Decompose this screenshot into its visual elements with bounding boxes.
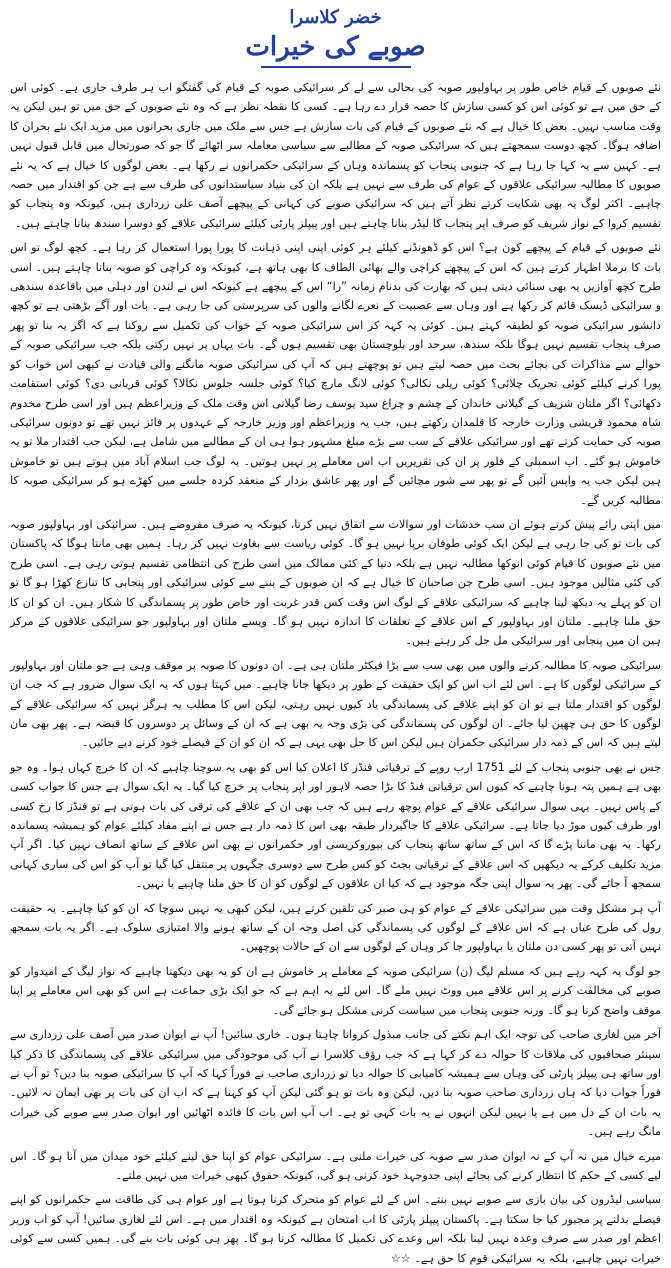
paragraph: آپ ہر مشکل وقت میں سرائیکی علاقے کے عوام کو ہی صبر کی تلقین کرتے ہیں، لیکن کبھی یہ نہیں سوچا کہ ان کو کیا چاہیے۔ یہ حقیقت رول کی طرح عیاں ہے کہ اس علاقے کے لوگوں کی پسماندگی کی اصل وجہ ان کے ساتھ ہونے والا امتیازی سلوک ہے۔ اگر یہ بات سمجھ نہیں آتی تو پھر کسی دن ملتان یا بہاولپور جا کر وہاں کے لوگوں سے ان کے حالات پوچھیں۔ [10, 901, 661, 954]
title-underline [261, 66, 411, 68]
paragraph: میرے خیال میں نہ آپ کے نہ ایوان صدر سے صوبہ کی خیرات ملنی ہے۔ سرائیکی عوام کو اپنا حق لینے کیلئے خود میدان میں آنا ہو گا۔ اس لیے کسی کے حکم کا انتظار کرنے کی بجائے اپنی جدوجہد خود کرنی ہو گی، کیونکہ حقوق کبھی خیرات میں نہیں ملتے۔ [10, 1149, 661, 1182]
paragraph: سرائیکی صوبہ کا مطالبہ کرنے والوں میں بھی سب سے بڑا فیکٹر ملتان ہی ہے۔ ان دونوں کا صوبہ پر موقف وہی ہے جو ملتان اور بہاولپور کے سرائیکی لوگوں کا ہے۔ اس لئے اب اس کو ایک حقیقت کے طور پر دیکھا جانا چاہیے۔ میں کہتا ہوں کہ یہ ایک سوال ضرور ہے کہ جب ان لوگوں کو اقتدار ملتا ہے تو ان کو اپنے علاقے کی پسماندگی یاد کیوں نہیں رہتی، لیکن اس کا مطلب یہ ہرگز نہیں کہ سرائیکی علاقے کے لوگوں کا حق ہی چھین لیا جائے۔ ان لوگوں کی پسماندگی کی بڑی وجہ یہ بھی ہے کہ ان کے وسائل پر دوسروں کا قبضہ ہے۔ پھر بھی مان لیتے ہیں کہ اس کے ذمہ دار سرائیکی حکمران ہیں لیکن اس کا حل بھی یہی ہے کہ ان کو ان کے فیصلے خود کرنے دیے جائیں۔ [10, 658, 661, 750]
article-body [10, 78, 661, 1268]
paragraph: نئے صوبوں کے قیام خاص طور پر بہاولپور صوبہ کی بحالی سے لے کر سرائیکی صوبہ کے قیام کی گفتگو اب ہر طرف جاری ہے۔ کوئی اس کے حق میں ہے تو کوئی اس کو کسی سازش کا حصہ قرار دے رہا ہے۔ کسی کا نقطہ نظر ہے کہ وہ نئے صوبوں کے حق میں تو ہیں لیکن یہ وقت مناسب نہیں۔ بعض کا خیال ہے کہ نئے صوبوں کے قیام کی بات سازش ہے جس سے ملک میں جاری بحرانوں میں مزید ایک نئے بحران کا اضافہ ہوگا۔ کچھ دوست سمجھتے ہیں کہ سرائیکی صوبہ کے مطالبے سے سیاسی معاملہ سر اٹھائے گا جو کہ صورتحال میں قابل قبول نہیں ہے۔ کہیں سے یہ کہا جا رہا ہے کہ جنوبی پنجاب کو پسماندہ وہاں کے سرائیکی حکمرانوں نے رکھا ہے۔ بعض لوگوں کا خیال ہے کہ یہ نئے صوبوں کا مطالبہ سرائیکی علاقوں کے عوام کی طرف سے نہیں ہے بلکہ ان کی بنیاد سیاستدانوں کی طرف سے ہے جن کو اقتدار میں حصہ چاہیے۔ اکثر لوگ یہ بھی شکایت کرتے نظر آتے ہیں کہ سرائیکی صوبے کی کہانی کے پیچھے آصف علی زرداری ہیں، کیونکہ وہ پنجاب کو تقسیم کروا کے نواز شریف کو صرف اپر پنجاب کا لیڈر بنانا چاہتے ہیں اور پیپلز پارٹی کیلئے سرائیکی علاقے کو دوسرا سندھ بنانا چاہتے ہیں۔ [10, 81, 661, 230]
paragraph-last [10, 1190, 661, 1268]
paragraph: جس نے بھی جنوبی پنجاب کے لئے 1751 ارب روپے کے ترقیاتی فنڈز کا اعلان کیا اس کو بھی یہ سوچنا چاہیے کہ ان کا خرچ کہاں ہوا۔ وہ جو بھی ہے ہمیں پتہ ہونا چاہیے کہ کیوں اس ترقیاتی فنڈ کا بڑا حصہ لاہور اور اپر پنجاب پر خرچ کیا گیا۔ یہ ایک سوال ہے جس کا جواب کسی کے پاس نہیں۔ یہی سوال سرائیکی علاقے کے عوام پوچھ رہے ہیں کہ جب بھی ان کے علاقے کی ترقی کی بات ہوتی ہے تو فنڈز کا رخ کسی اور طرف کیوں موڑ دیا جاتا ہے۔ سرائیکی علاقے کا جاگیردار طبقہ بھی اس کا ذمہ دار ہے جس نے اپنے مفاد کیلئے عوام کو ہمیشہ پسماندہ رکھا۔ یہ بھی ماننا پڑے گا کہ اس کے ساتھ ساتھ پنجاب کی بیوروکریسی اور حکمرانوں نے بھی اس علاقے کے ساتھ انصاف نہیں کیا۔ اگر آپ مزید تکلیف کرکے یہ دیکھیں کہ اس علاقے کے ترقیاتی بجٹ کو کس طرح سے دوسری جگہوں پر منتقل کیا گیا تو آپ کو اس کی ساری کہانی سمجھ آ جائے گی۔ پھر یہ سوال اپنی جگہ موجود ہے کہ کیا ان علاقوں کے لوگوں کو ان کا حق ملنا چاہیے یا نہیں۔ [10, 760, 662, 891]
paragraph: میں اپنی رائے پیش کرتے ہوئے ان سب خدشات اور سوالات سے اتفاق نہیں کرتا، کیونکہ یہ صرف مفروضے ہیں۔ سرائیکی اور بہاولپور صوبہ کی بات تو کی جا رہی ہے لیکن ایک کوئی طوفان برپا نہیں ہو گا۔ کوئی ریاست سے بغاوت نہیں کر رہا۔ ہمیں بھی مانتا ہوگا کہ پاکستان میں نئے صوبوں کا قیام کوئی انوکھا مطالبہ نہیں ہے بلکہ دنیا کے کئی ممالک میں اسی طرح کی انتظامی تقسیم ہوتی رہی ہے۔ اسی طرح کی کئی مثالیں موجود ہیں۔ اسی طرح جن صاحبان کا خیال ہے کہ ان صوبوں کے بننے سے کوئی سرائیکی اور پنجابی کا تنازع کھڑا ہو گا تو ان کو پہلے یہ دیکھ لینا چاہیے کہ سرائیکی علاقے کے لوگ اس وقت کس قدر غربت اور خاص طور پر پسماندگی کا شکار ہیں۔ ان کو ان کا حق ملنا چاہیے۔ ملتان اور بہاولپور کے اس علاقے کے تعلقات کا اندازہ نہیں ہو گا۔ ویسے ملتان اور بہاولپور جو سرائیکی علاقوں کے مرکز ہیں ان میں پنجابی اور سرائیکی مل جل کر رہتے ہیں۔ [10, 517, 661, 648]
paragraph: آخر میں لغاری صاحب کی توجہ ایک اہم نکتے کی جانب مبذول کروانا چاہتا ہوں۔ خاری سائیں! آپ نے ایوان صدر میں آصف علی زرداری سے سینئر صحافیوں کی ملاقات کا حوالہ دے کر کہا ہے کہ جب رؤف کلاسرا نے آپ کی موجودگی میں سرائیکی علاقے کی پسماندگی کا ذکر کیا اور ساتھ ہی پیپلز پارٹی کی وہاں سے ہمیشہ کامیابی کا حوالہ دیا تو زرداری صاحب نے فوراً کہا کہ آپ کا سرائیکی صوبہ بنا دیں؟ تو آپ نے فوراً جواب دیا کہ ہاں زرداری صاحب صوبہ بنا دیں، لیکن وہ بات تو ہو گئی لیکن آپ کو کہنا ہے کہ اب ان کی بات پر بھی ایمان نہ لائیں۔ یہ بات ان کے دل میں ہے یا نہیں لیکن انہوں نے یہ بات کہی تو ہے۔ اب آپ اس بات کا فائدہ اٹھائیں اور ایوان صدر سے صوبے کی خیرات مانگ رہے ہیں۔ [10, 1028, 661, 1139]
column-header [10, 6, 661, 68]
columnist-name: خضر کلاسرا [289, 7, 382, 28]
column-title: صوبے کی خیرات [245, 32, 426, 62]
paragraph: نئے صوبوں کے قیام کے پیچھے کون ہے؟ اس کو ڈھونڈنے کیلئے ہر کوئی اپنی اپنی ذہانت کا پورا پورا استعمال کر رہا ہے۔ کچھ لوگ تو اس بات کا برملا اظہار کرتے ہیں کہ اس کے پیچھے کراچی والے بھائی الطاف کا بھی ہاتھ ہے، کیونکہ وہ کراچی کو صوبہ بنانا چاہتے ہیں۔ اسی طرح کچھ آوازیں یہ بھی سنائی دیتی ہیں کہ بھارت کی بدنام زمانہ ”را“ اس کے پیچھے ہے کیونکہ اس نے لندن اور دہلی میں باقاعدہ سندھی و سرائیکی ڈیسک قائم کر رکھا ہے اور وہاں سے عصبیت کے نعرے لگانے والوں کی سرپرستی کی جا رہی ہے۔ بات اور آگے بڑھتی ہے تو کچھ دانشور سرائیکی صوبہ کو لطیفہ کہتے ہیں۔ کوئی یہ کہہ کر اس سرائیکی صوبہ کے خواب کی تکمیل سے روکنا ہے کہ اگر یہ بنا تو پھر صرف پنجاب تقسیم نہیں ہوگا بلکہ سندھ، سرحد اور بلوچستان بھی تقسیم ہوں گے۔ بات یہاں پر نہیں رکتی بلکہ جب سرائیکی صوبہ کے حوالے سے مذاکرات کی بجائے بحث میں حصہ لیتے ہیں تو پوچھتے ہیں کہ آپ کی سرائیکی صوبہ مانگنے والی قیادت نے کبھی اس خواب کو پورا کرنے کیلئے کوئی تحریک چلائی؟ کوئی ریلی نکالی؟ کوئی لانگ مارچ کیا؟ کوئی جلسہ جلوس نکالا؟ کوئی قربانی دی؟ کوئی استقامت دکھائی؟ اگر ملتان شریف کے گیلانی خاندان کے چشم و چراغ سید یوسف رضا گیلانی اس وقت ملک کے وزیراعظم ہیں اور اسی طرح مخدوم شاہ محمود قریشی وزارت خارجہ کا قلمدان رکھتے ہیں، جب یہ وزیراعظم اور وزیر خارجہ کے عہدوں پر فائز نہیں تھے تو دونوں سرائیکی صوبہ کی حمایت کرتے تھے اور سرائیکی علاقے کے سب سے بڑے مبلغ مشہور ہوا ہی ان کے مطالبے میں شامل ہے، لیکن جب اقتدار ملا تو یہ خاموش ہو گئے۔ اب اسمبلی کے فلور پر ان کی تقریریں اب اس معاملے پر نہیں ہوتیں۔ یہ لوگ جب اسلام آباد میں ہوتے ہیں تو خاموش ہیں لیکن جب یہ واپس آئیں گے تو پھر سے شور مچائیں گے اور پھر عاشق بزدار کے منعقد کردہ جلسے میں کھڑے ہو کر سرائیکی صوبہ کا مطالبہ کریں گے۔ [10, 241, 661, 507]
paragraph: جو لوگ یہ کہہ رہے ہیں کہ مسلم لیگ (ن) سرائیکی صوبہ کے معاملے پر خاموش ہے ان کو یہ بھی دیکھنا چاہیے کہ نواز لیگ کے امیدوار کو صوبے کی مخالفت کرنے پر اس علاقے میں ووٹ نہیں ملے گا۔ اس لئے یہ اہم ہے کہ جو ایک بڑی جماعت ہے اس کو بھی اس معاملے پر اپنا موقف واضح کرنا ہو گا۔ ورنہ جنوبی پنجاب میں سیاست کرنی مشکل ہو جائے گی۔ [10, 964, 661, 1017]
end-mark: ☆☆ [390, 1251, 411, 1265]
paragraph-text: سیاسی لیڈروں کی بیان بازی سے صوبے نہیں بنتے۔ اس کے لئے عوام کو متحرک کرنا ہوتا ہے اور عوام ہی کی طاقت سے حکمرانوں کو اپنے فیصلے بدلنے پر مجبور کیا جا سکتا ہے۔ پاکستان پیپلز پارٹی کا اب امتحان ہے کیونکہ وہ اقتدار میں ہے۔ اس لئے لغاری سائیں! آپ کو اب وزیر اعظم اور صدر سے صرف وعدہ نہیں لینا بلکہ اس وعدے کی تکمیل کا مطالبہ کرنا ہو گا۔ پھر ہی کوئی بات بنے گی۔ ہمیں کسی سے کوئی خیرات نہیں چاہیے، بلکہ یہ سرائیکی قوم کا حق ہے۔ [10, 1193, 661, 1265]
